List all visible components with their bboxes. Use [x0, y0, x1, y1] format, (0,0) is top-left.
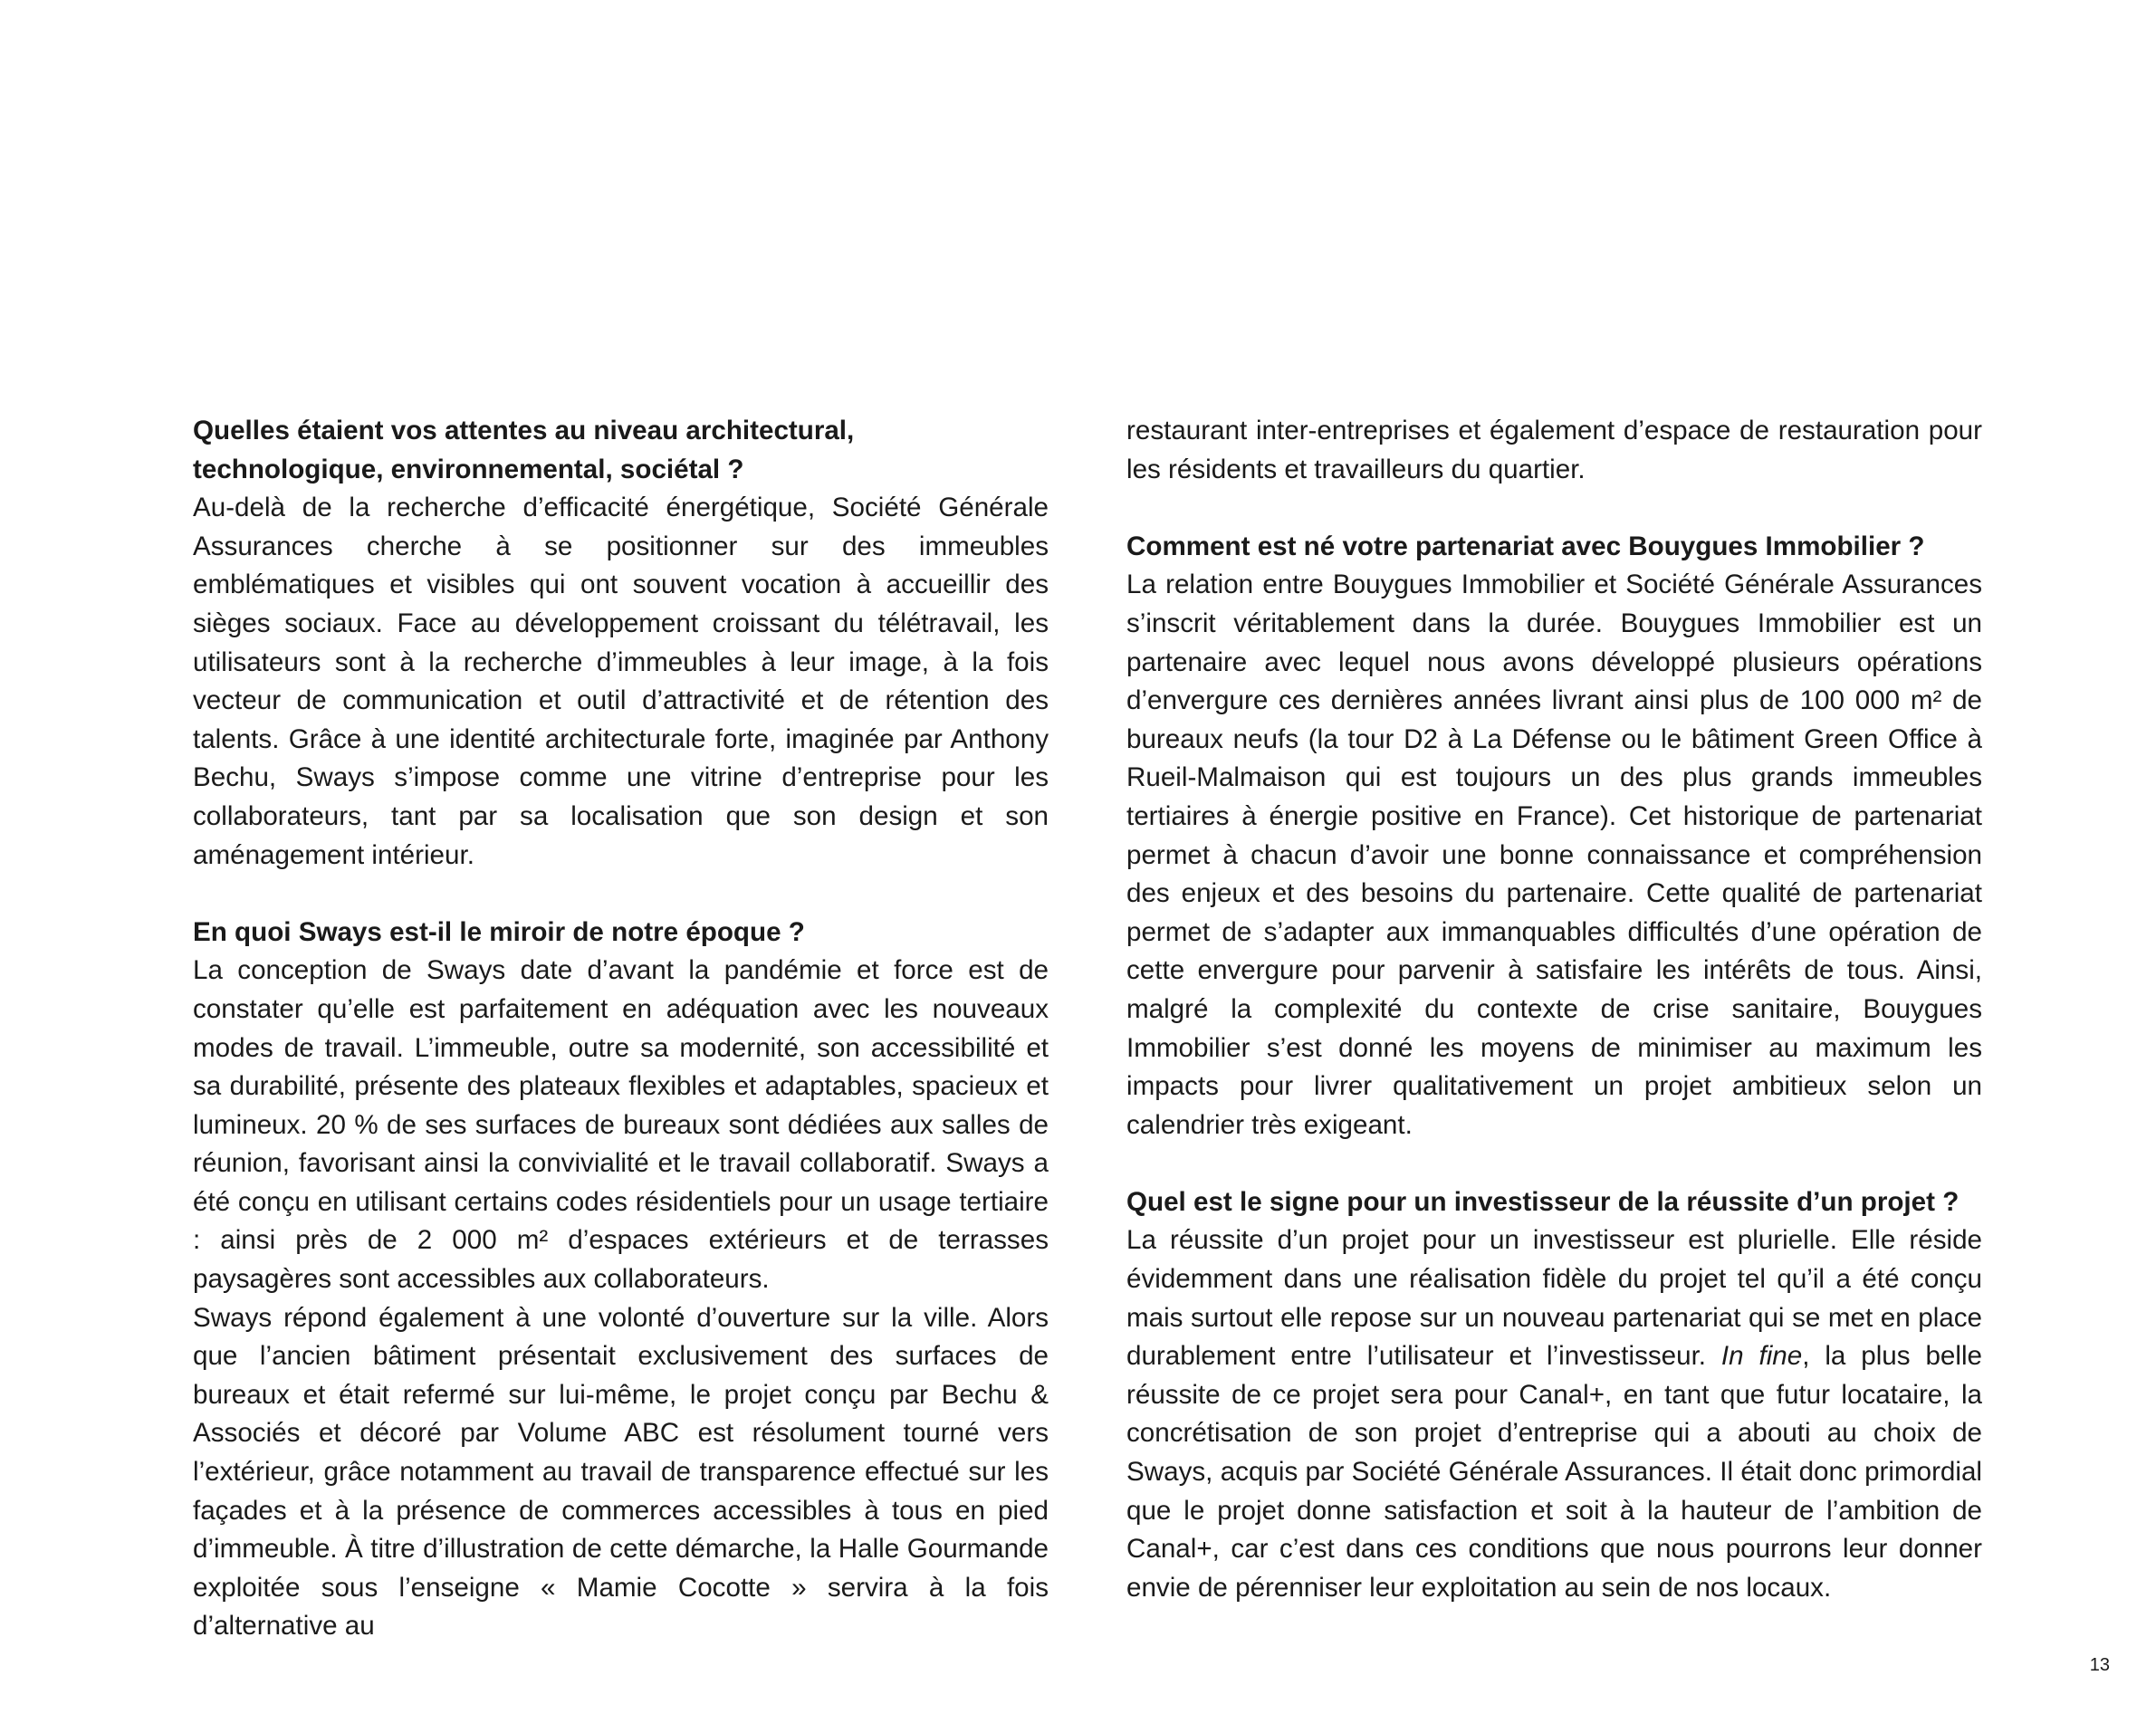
answer-mirror-of-our-era: La conception de Sways date d’avant la pandémie et force est de constater qu’elle est parfaitement en adéquation avec les nouveaux modes de travail. L’immeuble, outre sa modernité, son accessibilité et sa durabilité, présente des plateaux flexibles et adaptables, spacieux et lumineux. 20 % de ses surfaces de bureaux sont dédiées aux salles de réunion, favorisant ainsi la convivialité et le travail collaboratif. Sways a été conçu en utilisant certains codes résidentiels pour un usage tertiaire : ainsi près de 2 000 m² d’espaces extérieurs et de terrasses paysagères sont accessibles aux collaborateurs. — [193, 955, 1049, 1295]
question-bouygues-partnership: Comment est né votre partenariat avec Bouygues Immobilier ? — [1126, 531, 1925, 561]
page-number: 13 — [2089, 1655, 2110, 1675]
in-fine-italic: In fine — [1720, 1341, 1803, 1372]
answer-architectural-expectations: Au-delà de la recherche d’efficacité énergétique, Société Générale Assurances cherche à se positionner sur des immeubles emblématiques et visibles qui ont souvent vocation à accueillir des sièges sociaux. Face au développement croissant du télétravail, les utilisateurs sont à la recherche d’immeubles à leur image, à la fois vecteur de communication et outil d’attractivité et de rétention des talents. Grâce à une identité architecturale forte, imaginée par Anthony Bechu, Sways s’impose comme une vitrine d’entreprise pour les collaborateurs, tant par sa localisation que son design et son aménagement intérieur. — [193, 493, 1049, 870]
question-mirror-of-our-era: En quoi Sways est-il le miroir de notre époque ? — [193, 916, 805, 947]
answer-bouygues-partnership: La relation entre Bouygues Immobilier et Société Générale Assurances s’inscrit véritablement dans la durée. Bouygues Immobilier est un partenaire avec lequel nous avons développé plusieurs opérations d’envergure ces dernières années livrant ainsi plus de 100 000 m² de bureaux neufs (la tour D2 à La Défense ou le bâtiment Green Office à Rueil-Malmaison qui est toujours un des plus grands immeubles tertiaires à énergie positive en France). Cet historique de partenariat permet à chacun d’avoir une bonne connaissance et compréhension des enjeux et des besoins du partenaire. Cette qualité de partenariat permet de s’adapter aux immanquables difficultés d’une opération de cette envergure pour parvenir à satisfaire les intérêts de tous. Ainsi, malgré la complexité du contexte de crise sanitaire, Bouygues Immobilier s’est donné les moyens de minimiser au maximum les impacts pour livrer qualitativement un projet ambitieux selon un calendrier très exigeant. — [1126, 570, 1982, 1140]
answer-investor-success — [1126, 1221, 1982, 1607]
answer-mirror-of-our-era-continued: Sways répond également à une volonté d’ouverture sur la ville. Alors que l’ancien bâtiment présentait exclusivement des surfaces de bureaux et était refermé sur lui-même, le projet conçu par Bechu & Associés et décoré par Volume ABC est résolument tourné vers l’extérieur, grâce notamment au travail de transparence effectué sur les façades et à la présence de commerces accessibles à tous en pied d’immeuble. À titre d’illustration de cette démarche, la Halle Gourmande exploitée sous l’enseigne « Mamie Cocotte » servira à la fois d’alternative au — [193, 1302, 1049, 1642]
answer-investor-success-part2: , la plus belle réussite de ce projet sera pour Canal+, en tant que futur locataire, la concrétisation de son projet d’entreprise qui a abouti au choix de Sways, acquis par Société Générale Assurances. Il était donc primordial que le projet donne satisfaction et soit à la hauteur de l’ambition de Canal+, car c’est dans ces conditions que nous pourrons leur donner envie de pérenniser leur exploitation au sein de nos locaux. — [1126, 1341, 1982, 1603]
answer-investor-success-part1: La réussite d’un projet pour un investisseur est plurielle. Elle réside évidemment dans une réalisation fidèle du projet tel qu’il a été conçu mais surtout elle repose sur un nouveau partenariat qui se met en place durablement entre l’utilisateur et l’investisseur. — [1126, 1225, 1982, 1372]
question-architectural-expectations: Quelles étaient vos attentes au niveau architectural, technologique, environnemental, sociétal ? — [193, 416, 855, 484]
question-investor-success: Quel est le signe pour un investisseur de la réussite d’un projet ? — [1126, 1186, 1960, 1217]
answer-mirror-of-our-era-end: restaurant inter-entreprises et également d’espace de restauration pour les résidents et travailleurs du quartier. — [1126, 416, 1982, 484]
right-column — [1126, 412, 1982, 1607]
left-column — [193, 412, 1049, 1646]
